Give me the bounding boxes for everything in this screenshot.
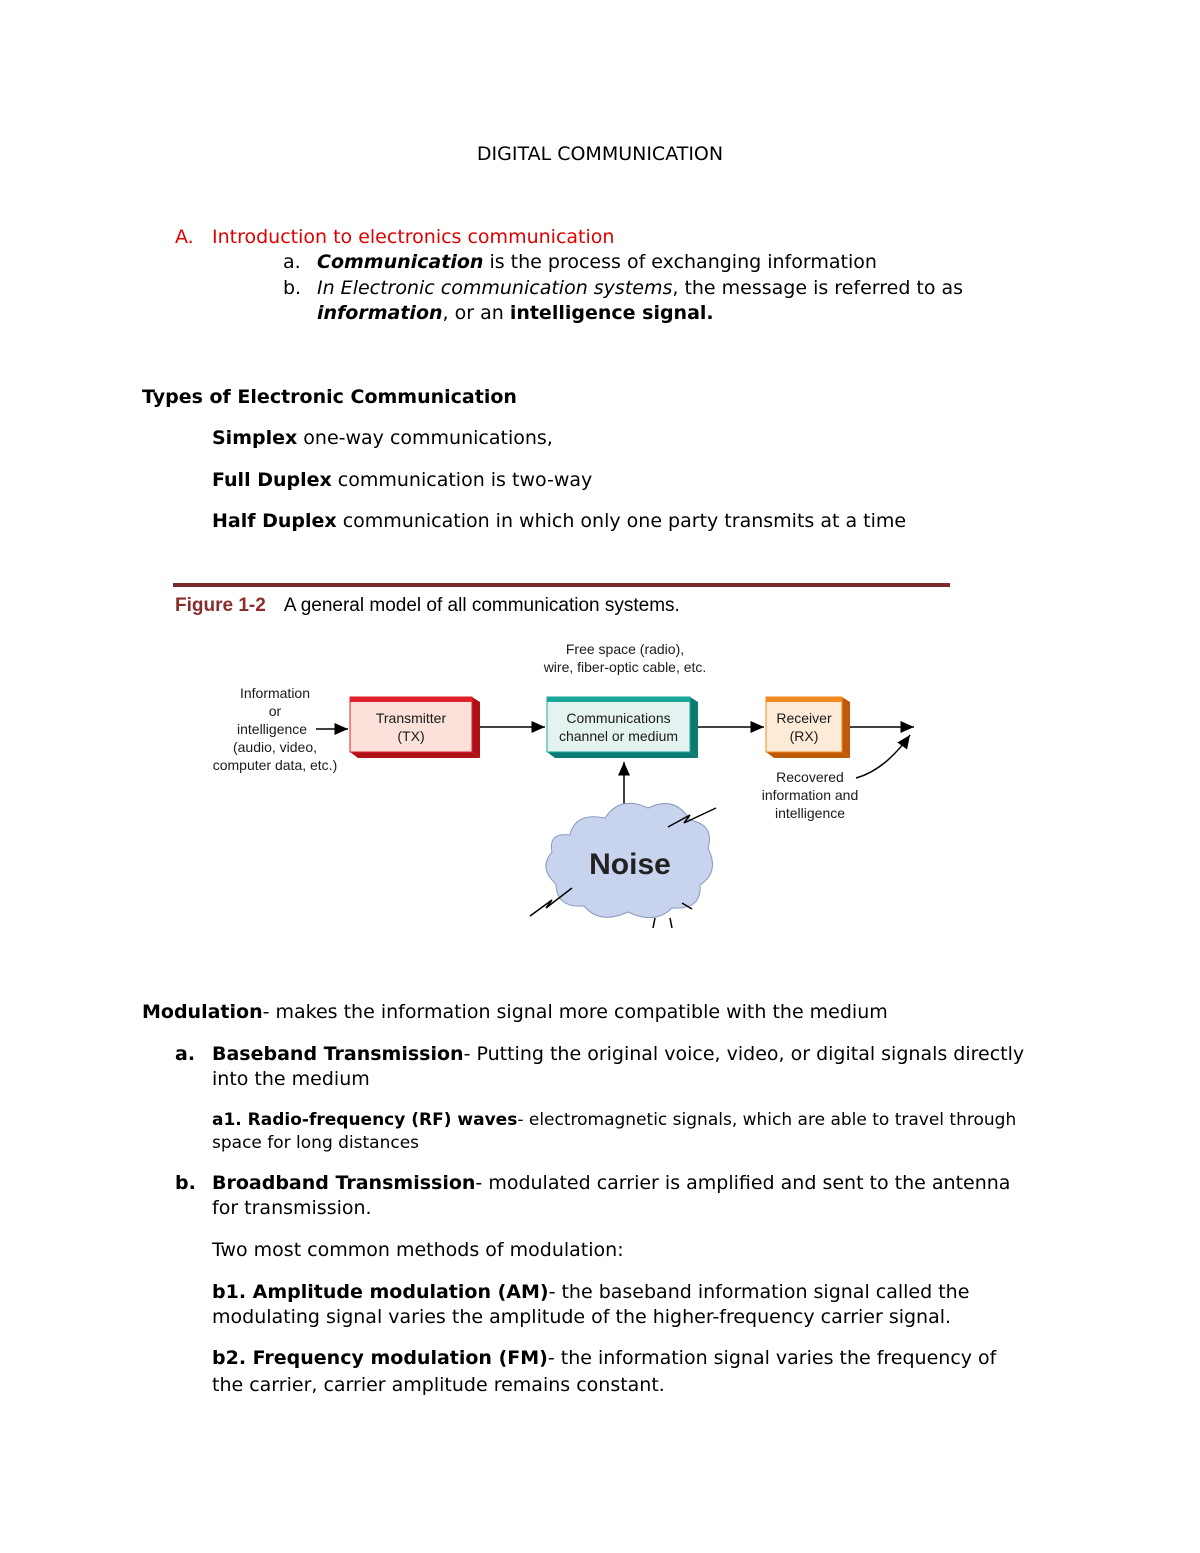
baseband-desc2: into the medium xyxy=(212,1068,370,1090)
channel-label-line: Communications xyxy=(566,710,671,726)
types-heading: Types of Electronic Communication xyxy=(142,386,517,408)
input-label-line: (audio, video, xyxy=(232,739,318,755)
broadband-line1 xyxy=(212,1171,1010,1196)
spark-icon xyxy=(653,918,655,928)
output-label-line: information and xyxy=(761,787,859,803)
input-label xyxy=(205,684,345,774)
input-label-line: or xyxy=(268,703,282,719)
fm-line1 xyxy=(212,1346,996,1371)
output-label-line: Recovered xyxy=(776,769,844,785)
receiver-label-line: Receiver xyxy=(776,710,832,726)
rf-term: a1. Radio-frequency (RF) waves xyxy=(212,1110,518,1130)
simplex-term: Simplex xyxy=(212,427,298,449)
full-duplex-desc: communication is two-way xyxy=(331,469,593,491)
item-a-rest: is the process of exchanging information xyxy=(483,251,877,273)
receiver-label-line: (RX) xyxy=(789,728,819,744)
item-b-rest2: , or an xyxy=(442,302,510,324)
item-b-marker: b. xyxy=(283,277,302,299)
am-term: b1. Amplitude modulation (AM) xyxy=(212,1281,549,1303)
receiver-label xyxy=(766,704,842,750)
baseband-desc1: - Putting the original voice, video, or digital signals directly xyxy=(463,1043,1025,1065)
two-methods: Two most common methods of modulation: xyxy=(212,1239,624,1261)
broadband-desc2: for transmission. xyxy=(212,1197,372,1219)
rf-desc2: space for long distances xyxy=(212,1133,420,1153)
fm-term: b2. Frequency modulation (FM) xyxy=(212,1347,548,1369)
section-a-marker: A. xyxy=(175,226,194,248)
item-b-term2: information xyxy=(317,302,443,324)
am-desc2: modulating signal varies the amplitude of the higher-frequency carrier signal. xyxy=(212,1306,952,1328)
channel-label-line: channel or medium xyxy=(558,728,679,744)
broadband-term: Broadband Transmission xyxy=(212,1172,476,1194)
modulation-desc: - makes the information signal more compatible with the medium xyxy=(262,1001,888,1023)
figure-number: Figure 1-2 xyxy=(175,595,266,616)
rf-desc1: - electromagnetic signals, which are able to travel through xyxy=(517,1110,1017,1130)
item-a-marker: a. xyxy=(283,251,301,273)
output-label xyxy=(745,768,875,822)
baseband-line1 xyxy=(212,1042,1024,1067)
page-title: DIGITAL COMMUNICATION xyxy=(476,143,724,165)
channel-note-line: Free space (radio), xyxy=(565,641,685,657)
fm-desc2: the carrier, carrier amplitude remains constant. xyxy=(212,1374,665,1396)
item-b-term: In Electronic communication systems xyxy=(317,277,673,299)
input-label-line: intelligence xyxy=(237,721,308,737)
item-b-term3: intelligence signal. xyxy=(509,302,714,324)
baseband-term: Baseband Transmission xyxy=(212,1043,464,1065)
section-a-heading: Introduction to electronics communication xyxy=(212,226,615,248)
modulation-term: Modulation xyxy=(142,1001,263,1023)
half-duplex-desc: communication in which only one party transmits at a time xyxy=(336,510,907,532)
transmitter-label-line: Transmitter xyxy=(375,710,447,726)
am-line1 xyxy=(212,1280,969,1305)
half-duplex-term: Half Duplex xyxy=(212,510,337,532)
item-a-term: Communication xyxy=(317,251,484,273)
broadband-desc1: - modulated carrier is amplified and sent to the antenna xyxy=(475,1172,1011,1194)
transmitter-label-line: (TX) xyxy=(397,728,425,744)
figure-caption-text: A general model of all communication systems. xyxy=(283,595,680,616)
item-b-rest1: , the message is referred to as xyxy=(672,277,964,299)
output-label-line: intelligence xyxy=(774,805,846,821)
input-label-line: computer data, etc.) xyxy=(212,757,338,773)
transmitter-label xyxy=(350,704,472,750)
full-duplex-term: Full Duplex xyxy=(212,469,332,491)
fm-desc1: - the information signal varies the frequency of xyxy=(547,1347,997,1369)
channel-note xyxy=(520,640,730,676)
input-label-line: Information xyxy=(239,685,311,701)
broadband-marker: b. xyxy=(175,1172,196,1194)
channel-note-line: wire, fiber-optic cable, etc. xyxy=(543,659,707,675)
rf-line1 xyxy=(212,1109,1016,1131)
simplex-desc: one-way communications, xyxy=(297,427,553,449)
spark-icon xyxy=(670,918,672,928)
channel-label xyxy=(547,704,690,750)
modulation-line xyxy=(142,1000,888,1025)
baseband-marker: a. xyxy=(175,1043,196,1065)
noise-label: Noise xyxy=(589,848,671,881)
am-desc1: - the baseband information signal called the xyxy=(548,1281,970,1303)
